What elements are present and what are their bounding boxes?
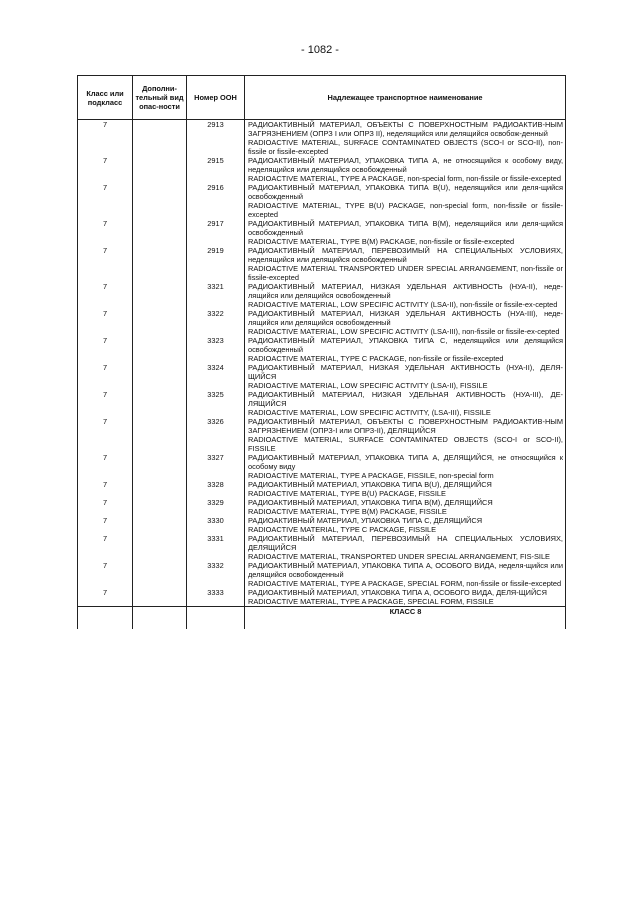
name-en: RADIOACTIVE MATERIAL, TYPE C PACKAGE, non-fissile or fissile-excepted xyxy=(248,354,504,363)
class-cell: 7 xyxy=(78,309,133,336)
un-number-cell: 3322 xyxy=(187,309,245,336)
name-ru: РАДИОАКТИВНЫЙ МАТЕРИАЛ, УПАКОВКА ТИПА B(U), неделящийся или деля-щийся освобожденный xyxy=(248,183,563,201)
un-number-cell: 3321 xyxy=(187,282,245,309)
class-cell: 7 xyxy=(78,246,133,282)
table-row xyxy=(78,309,566,336)
class-cell: 7 xyxy=(78,156,133,183)
name-en: RADIOACTIVE MATERIAL, SURFACE CONTAMINATED OBJECTS (SCO-I or SCO-II), FISSILE xyxy=(248,435,563,453)
un-number-cell: 3324 xyxy=(187,363,245,390)
name-en: RADIOACTIVE MATERIAL, TYPE A PACKAGE, FISSILE, non-special form xyxy=(248,471,494,480)
table-row xyxy=(78,282,566,309)
un-number-cell: 3323 xyxy=(187,336,245,363)
table-row xyxy=(78,619,566,629)
subsidiary-cell xyxy=(133,246,187,282)
name-ru: РАДИОАКТИВНЫЙ МАТЕРИАЛ, УПАКОВКА ТИПА C, ДЕЛЯЩИЙСЯ xyxy=(248,516,483,525)
un-number-cell: 3328 xyxy=(187,480,245,498)
name-ru: РАДИОАКТИВНЫЙ МАТЕРИАЛ, ОБЪЕКТЫ С ПОВЕРХНОСТНЫМ РАДИОАКТИВ-НЫМ ЗАГРЯЗНЕНИЕМ (ОПРЗ-I или ОПРЗ-II), ДЕЛЯЩИЙСЯ xyxy=(248,417,563,435)
name-ru: РАДИОАКТИВНЫЙ МАТЕРИАЛ, УПАКОВКА ТИПА B(U), ДЕЛЯЩИЙСЯ xyxy=(248,480,492,489)
name-cell xyxy=(245,498,566,516)
class-cell: 7 xyxy=(78,453,133,480)
class-cell: 7 xyxy=(78,516,133,534)
table-row xyxy=(78,534,566,561)
name-cell xyxy=(245,588,566,607)
class-cell: 7 xyxy=(78,417,133,453)
name-en: RADIOACTIVE MATERIAL, LOW SPECIFIC ACTIVITY (LSA-III), non-fissile or fissile-ex-cepted xyxy=(248,327,560,336)
table-header-row xyxy=(78,76,566,120)
header-class: Класс или подкласс xyxy=(78,76,133,120)
table-row xyxy=(78,498,566,516)
name-ru: РАДИОАКТИВНЫЙ МАТЕРИАЛ, НИЗКАЯ УДЕЛЬНАЯ АКТИВНОСТЬ (НУА-III), ДЕ-ЛЯЩИЙСЯ xyxy=(248,390,563,408)
subsidiary-cell xyxy=(133,588,187,607)
class-cell: 7 xyxy=(78,336,133,363)
name-cell xyxy=(245,363,566,390)
un-number-cell: 3327 xyxy=(187,453,245,480)
name-en: RADIOACTIVE MATERIAL, TYPE A PACKAGE, SPECIAL FORM, FISSILE xyxy=(248,597,494,606)
name-en: RADIOACTIVE MATERIAL, LOW SPECIFIC ACTIVITY, (LSA-III), FISSILE xyxy=(248,408,491,417)
name-ru: РАДИОАКТИВНЫЙ МАТЕРИАЛ, НИЗКАЯ УДЕЛЬНАЯ АКТИВНОСТЬ (НУА-III), неде-лящийся или делящийся освобожденный xyxy=(248,309,563,327)
class-section-row xyxy=(78,607,566,620)
name-cell xyxy=(245,336,566,363)
name-cell xyxy=(245,246,566,282)
un-number-cell: 3329 xyxy=(187,498,245,516)
un-number-cell: 2915 xyxy=(187,156,245,183)
class-cell: 7 xyxy=(78,534,133,561)
subsidiary-cell xyxy=(133,480,187,498)
class-heading: КЛАСС 8 xyxy=(245,607,566,620)
name-en: RADIOACTIVE MATERIAL, LOW SPECIFIC ACTIVITY (LSA-II), non-fissile or fissile-ex-cepted xyxy=(248,300,558,309)
subsidiary-cell xyxy=(133,309,187,336)
name-en: RADIOACTIVE MATERIAL, LOW SPECIFIC ACTIVITY (LSA-II), FISSILE xyxy=(248,381,488,390)
un-number-cell: 3332 xyxy=(187,561,245,588)
class-cell: 7 xyxy=(78,282,133,309)
dangerous-goods-table xyxy=(77,75,566,629)
name-cell xyxy=(245,516,566,534)
name-ru: РАДИОАКТИВНЫЙ МАТЕРИАЛ, ПЕРЕВОЗИМЫЙ НА СПЕЦИАЛЬНЫХ УСЛОВИЯХ, ДЕЛЯЩИЙСЯ xyxy=(248,534,563,552)
un-number-cell: 2919 xyxy=(187,246,245,282)
name-ru: РАДИОАКТИВНЫЙ МАТЕРИАЛ, УПАКОВКА ТИПА A, ОСОБОГО ВИДА, ДЕЛЯ-ЩИЙСЯ xyxy=(248,588,547,597)
name-ru: РАДИОАКТИВНЫЙ МАТЕРИАЛ, ПЕРЕВОЗИМЫЙ НА СПЕЦИАЛЬНЫХ УСЛОВИЯХ, неделящийся или делящийся освобожденный xyxy=(248,246,563,264)
subsidiary-cell xyxy=(133,363,187,390)
name-en: RADIOACTIVE MATERIAL TRANSPORTED UNDER SPECIAL ARRANGEMENT, non-fissile or fissile-excepted xyxy=(248,264,563,282)
class-cell: 7 xyxy=(78,561,133,588)
table-row xyxy=(78,453,566,480)
name-cell xyxy=(245,120,566,157)
name-cell xyxy=(245,480,566,498)
table-row xyxy=(78,156,566,183)
table-row xyxy=(78,183,566,219)
un-number-cell: 3330 xyxy=(187,516,245,534)
table-row xyxy=(78,246,566,282)
name-en: RADIOACTIVE MATERIAL, TYPE B(M) PACKAGE, FISSILE xyxy=(248,507,447,516)
name-ru: РАДИОАКТИВНЫЙ МАТЕРИАЛ, УПАКОВКА ТИПА B(M), ДЕЛЯЩИЙСЯ xyxy=(248,498,493,507)
name-ru: РАДИОАКТИВНЫЙ МАТЕРИАЛ, НИЗКАЯ УДЕЛЬНАЯ АКТИВНОСТЬ (НУА-II), неде-лящийся или делящийся освобожденный xyxy=(248,282,563,300)
un-number-cell: 3333 xyxy=(187,588,245,607)
name-en: RADIOACTIVE MATERIAL, TYPE B(U) PACKAGE, FISSILE xyxy=(248,489,446,498)
name-ru: РАДИОАКТИВНЫЙ МАТЕРИАЛ, УПАКОВКА ТИПА B(M), неделящийся или деля-щийся освобожденный xyxy=(248,219,563,237)
name-ru: РАДИОАКТИВНЫЙ МАТЕРИАЛ, НИЗКАЯ УДЕЛЬНАЯ АКТИВНОСТЬ (НУА-II), ДЕЛЯ-ЩИЙСЯ xyxy=(248,363,563,381)
name-cell xyxy=(245,390,566,417)
subsidiary-cell xyxy=(133,282,187,309)
class-cell xyxy=(78,607,133,620)
subsidiary-cell xyxy=(133,417,187,453)
subsidiary-cell xyxy=(133,120,187,157)
table-row xyxy=(78,561,566,588)
un-number-cell: 2913 xyxy=(187,120,245,157)
class-cell: 7 xyxy=(78,588,133,607)
class-cell: 7 xyxy=(78,120,133,157)
subsidiary-cell xyxy=(133,619,187,629)
table-row xyxy=(78,588,566,607)
table-row xyxy=(78,336,566,363)
un-number-cell: 3331 xyxy=(187,534,245,561)
name-en: RADIOACTIVE MATERIAL, TYPE B(U) PACKAGE, non-special form, non-fissile or fissile-excepted xyxy=(248,201,563,219)
name-en: RADIOACTIVE MATERIAL, TYPE A PACKAGE, SPECIAL FORM, non-fissile or fissile-excepted xyxy=(248,579,562,588)
subsidiary-cell xyxy=(133,516,187,534)
subsidiary-cell xyxy=(133,183,187,219)
table-row xyxy=(78,480,566,498)
name-en: RADIOACTIVE MATERIAL, TRANSPORTED UNDER SPECIAL ARRANGEMENT, FIS-SILE xyxy=(248,552,550,561)
name-cell xyxy=(245,219,566,246)
class-cell: 7 xyxy=(78,219,133,246)
name-cell xyxy=(245,561,566,588)
name-ru: РАДИОАКТИВНЫЙ МАТЕРИАЛ, УПАКОВКА ТИПА A, ДЕЛЯЩИЙСЯ, не относящийся к особому виду xyxy=(248,453,563,471)
name-ru: РАДИОАКТИВНЫЙ МАТЕРИАЛ, УПАКОВКА ТИПА A, не относящийся к особому виду, неделящийся или делящийся освобожденный xyxy=(248,156,563,174)
header-proper-shipping-name: Надлежащее транспортное наименование xyxy=(245,76,566,120)
class-cell: 7 xyxy=(78,498,133,516)
table-row xyxy=(78,120,566,157)
name-cell xyxy=(245,453,566,480)
un-number-cell: 2917 xyxy=(187,219,245,246)
name-cell xyxy=(245,619,566,629)
name-ru: РАДИОАКТИВНЫЙ МАТЕРИАЛ, УПАКОВКА ТИПА A, ОСОБОГО ВИДА, неделя-щийся или делящийся освобожденный xyxy=(248,561,563,579)
table-row xyxy=(78,219,566,246)
name-cell xyxy=(245,183,566,219)
table-row xyxy=(78,417,566,453)
header-un-number: Номер ООН xyxy=(187,76,245,120)
class-cell xyxy=(78,619,133,629)
un-number-cell: 2916 xyxy=(187,183,245,219)
name-en: RADIOACTIVE MATERIAL, SURFACE CONTAMINATED OBJECTS (SCO-I or SCO-II), non-fissile or fissile-excepted xyxy=(248,138,563,156)
name-ru: РАДИОАКТИВНЫЙ МАТЕРИАЛ, УПАКОВКА ТИПА C, неделящийся или делящийся освобожденный xyxy=(248,336,563,354)
un-number-cell: 3326 xyxy=(187,417,245,453)
page-number: - 1082 - xyxy=(301,44,339,56)
class-cell: 7 xyxy=(78,480,133,498)
un-number-cell xyxy=(187,607,245,620)
name-cell xyxy=(245,534,566,561)
subsidiary-cell xyxy=(133,336,187,363)
name-cell xyxy=(245,309,566,336)
subsidiary-cell xyxy=(133,390,187,417)
table-row xyxy=(78,516,566,534)
subsidiary-cell xyxy=(133,498,187,516)
table-row xyxy=(78,363,566,390)
name-cell xyxy=(245,417,566,453)
subsidiary-cell xyxy=(133,607,187,620)
name-ru: РАДИОАКТИВНЫЙ МАТЕРИАЛ, ОБЪЕКТЫ С ПОВЕРХНОСТНЫМ РАДИОАКТИВ-НЫМ ЗАГРЯЗНЕНИЕМ (ОПРЗ I или ОПРЗ II), неделящийся или делящийся освобож-денный xyxy=(248,120,563,138)
subsidiary-cell xyxy=(133,561,187,588)
class-cell: 7 xyxy=(78,363,133,390)
subsidiary-cell xyxy=(133,534,187,561)
name-cell xyxy=(245,156,566,183)
table-row xyxy=(78,390,566,417)
subsidiary-cell xyxy=(133,453,187,480)
un-number-cell xyxy=(187,619,245,629)
header-subsidiary-hazard: Дополни-тельный вид опас-ности xyxy=(133,76,187,120)
name-en: RADIOACTIVE MATERIAL, TYPE A PACKAGE, non-special form, non-fissile or fissile-excepted xyxy=(248,174,561,183)
class-cell: 7 xyxy=(78,390,133,417)
name-en: RADIOACTIVE MATERIAL, TYPE C PACKAGE, FISSILE xyxy=(248,525,437,534)
subsidiary-cell xyxy=(133,156,187,183)
class-cell: 7 xyxy=(78,183,133,219)
name-cell xyxy=(245,282,566,309)
un-number-cell: 3325 xyxy=(187,390,245,417)
subsidiary-cell xyxy=(133,219,187,246)
name-en: RADIOACTIVE MATERIAL, TYPE B(M) PACKAGE, non-fissile or fissile-excepted xyxy=(248,237,515,246)
